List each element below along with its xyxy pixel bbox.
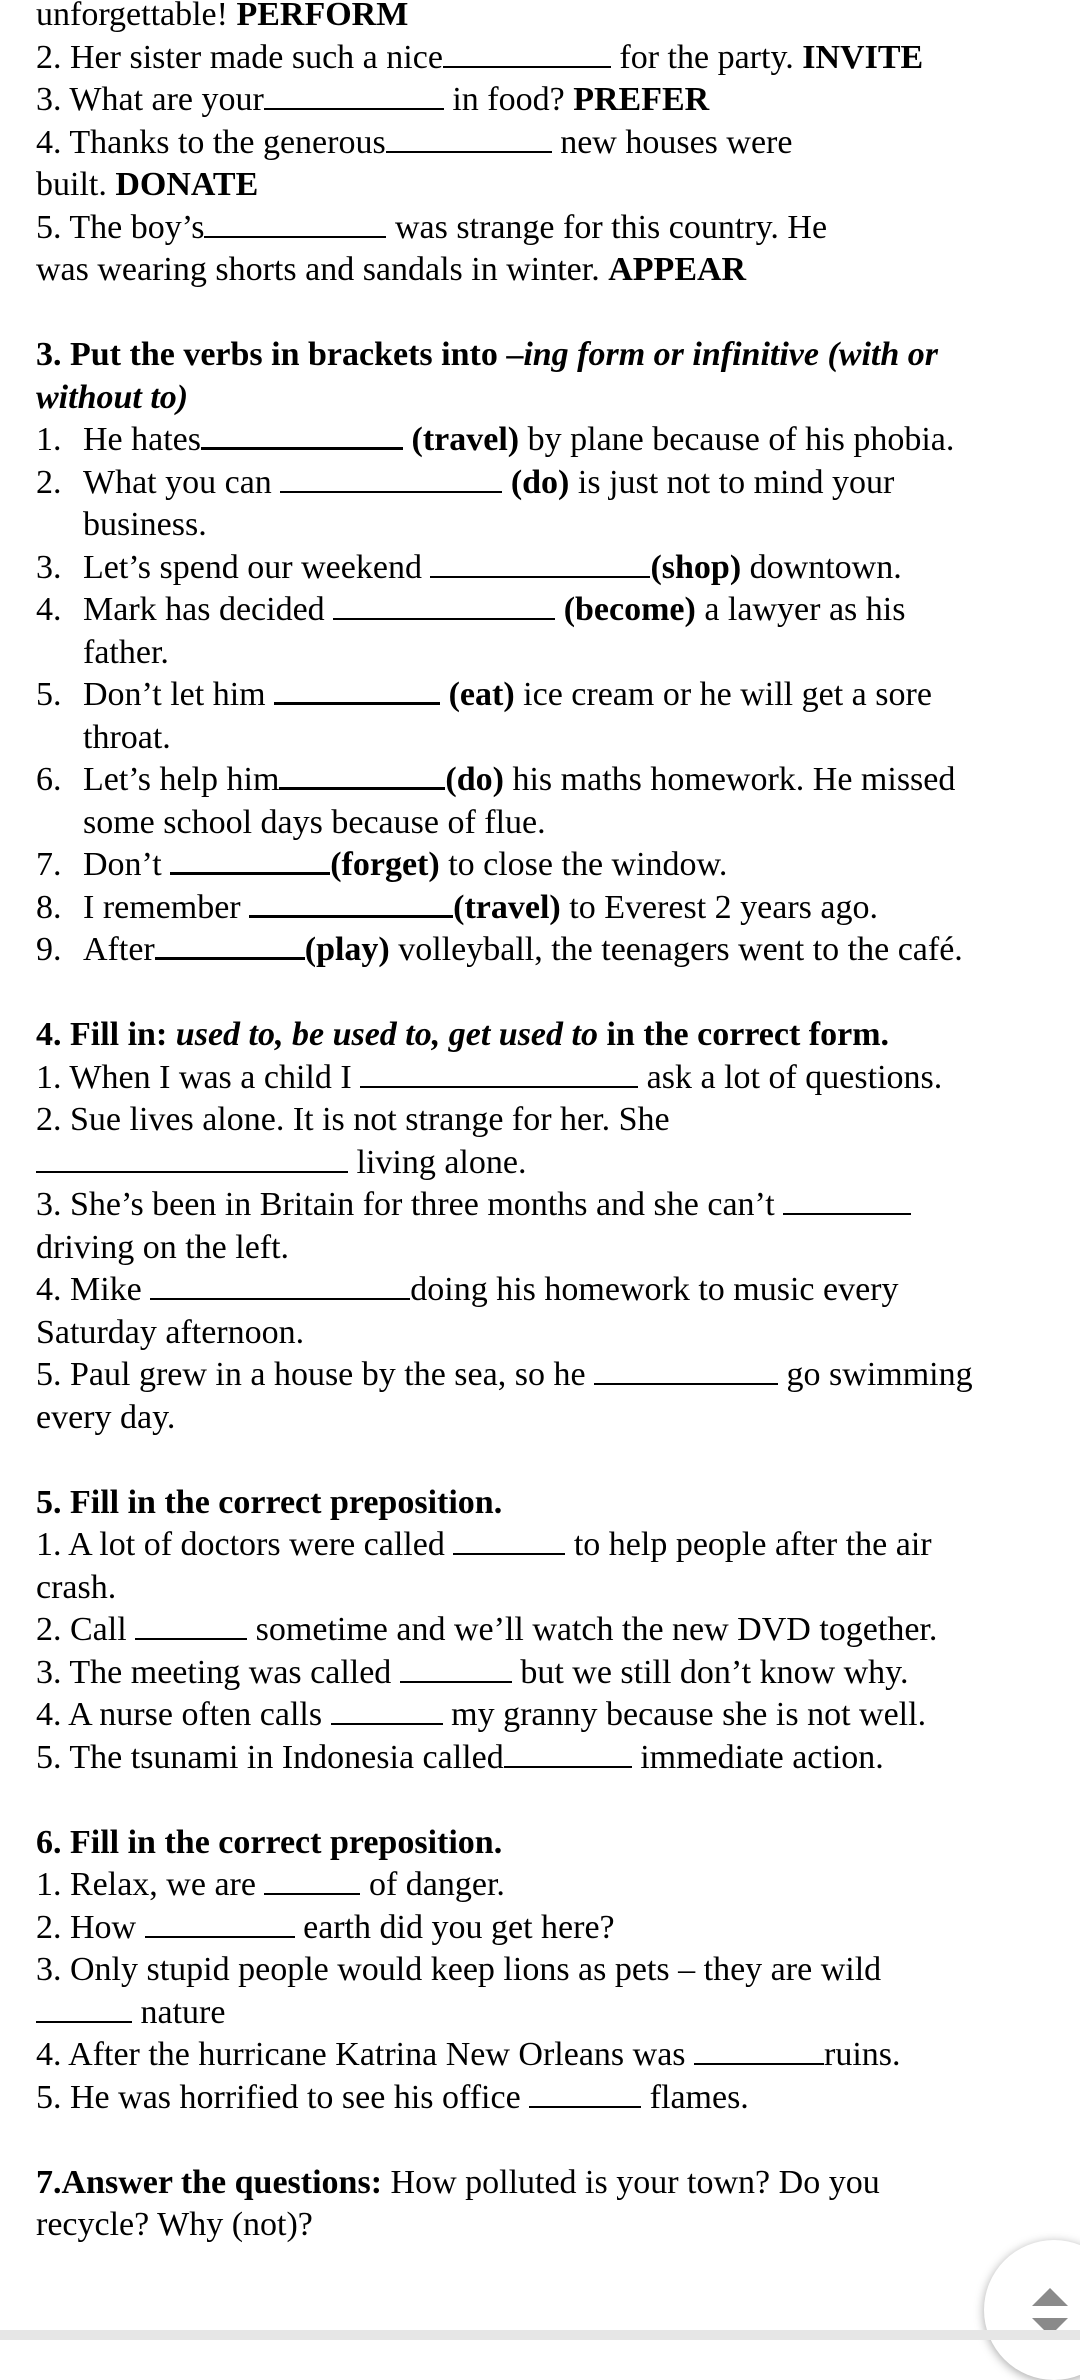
answer-blank: [264, 1865, 360, 1895]
answer-blank: [264, 80, 444, 110]
answer-blank: [145, 1908, 295, 1938]
s4-item-1: 1. When I was a child I ask a lot of questions.: [36, 1058, 943, 1096]
s3-item-2: 2. What you can (do) is just not to mind your: [36, 463, 895, 501]
s6-item-5: 5. He was horrified to see his office flames.: [36, 2078, 749, 2116]
s3-item-4: 4. Mark has decided (become) a lawyer as his: [36, 591, 906, 628]
answer-blank: [274, 674, 440, 705]
answer-blank: [204, 208, 386, 238]
s3-item-8: 8. I remember (travel) to Everest 2 years ago.: [36, 888, 878, 926]
answer-blank: [331, 1695, 443, 1725]
s3-item-6-cont: some school days because of flue.: [83, 803, 546, 841]
answer-blank: [400, 1653, 512, 1683]
s2-line-0: unforgettable! PERFORM: [36, 0, 409, 33]
answer-blank: [430, 548, 650, 578]
answer-blank: [453, 1525, 565, 1555]
s5-item-3: 3. The meeting was called but we still don’t know why.: [36, 1653, 909, 1691]
s4-item-5: 5. Paul grew in a house by the sea, so he go swimming: [36, 1356, 973, 1393]
answer-blank: [280, 463, 502, 493]
answer-blank: [201, 419, 403, 450]
answer-blank: [155, 929, 305, 960]
s2-item-2: 2. Her sister made such a nice for the party. INVITE: [36, 38, 924, 76]
s4-item-4-cont: Saturday afternoon.: [36, 1313, 305, 1351]
answer-blank: [170, 844, 330, 875]
answer-blank: [150, 1270, 410, 1300]
s5-title: 5. Fill in the correct preposition.: [36, 1483, 503, 1521]
s3-item-5: 5. Don’t let him (eat) ice cream or he will get a sore: [36, 676, 932, 713]
s5-item-1: 1. A lot of doctors were called to help people after the air: [36, 1526, 932, 1563]
s2-item-4-cont: built. DONATE: [36, 166, 259, 203]
s3-item-4-cont: father.: [83, 633, 169, 671]
bottom-edge-bar: [0, 2330, 1080, 2340]
answer-blank: [36, 1143, 348, 1173]
answer-blank: [594, 1355, 778, 1385]
s3-item-6: 6. Let’s help him (do) his maths homework. He missed: [36, 761, 956, 798]
s3-item-2-cont: business.: [83, 506, 207, 543]
s6-item-2: 2. How earth did you get here?: [36, 1908, 615, 1946]
s3-item-5-cont: throat.: [83, 718, 171, 756]
s4-item-2: 2. Sue lives alone. It is not strange for her. She: [36, 1101, 670, 1138]
s7-question: 7.Answer the questions: How polluted is your town? Do you: [36, 2163, 880, 2201]
s2-item-3: 3. What are your in food? PREFER: [36, 81, 710, 118]
s4-item-2-cont: living alone.: [36, 1142, 1056, 1185]
s3-title: 3. Put the verbs in brackets into –ing form or infinitive (with or: [36, 336, 939, 373]
s2-item-4: 4. Thanks to the generous new houses were: [36, 123, 793, 161]
s3-title-cont: without to): [36, 378, 189, 416]
s5-item-4: 4. A nurse often calls my granny because she is not well.: [36, 1696, 927, 1733]
s6-item-3: 3. Only stupid people would keep lions as pets – they are wild: [36, 1951, 882, 1988]
s5-item-1-cont: crash.: [36, 1568, 117, 1606]
s3-item-3: 3. Let’s spend our weekend (shop) downtown.: [36, 548, 902, 586]
answer-blank: [529, 2078, 641, 2108]
answer-blank: [333, 590, 555, 620]
answer-blank: [386, 123, 552, 153]
s4-item-3: 3. She’s been in Britain for three months and she can’t: [36, 1184, 1056, 1227]
s5-item-5: 5. The tsunami in Indonesia called immediate action.: [36, 1738, 884, 1776]
s7-question-cont: recycle? Why (not)?: [36, 2206, 313, 2243]
answer-blank: [36, 1993, 132, 2023]
s4-item-5-cont: every day.: [36, 1398, 176, 1436]
s2-item-5-cont: was wearing shorts and sandals in winter. APPEAR: [36, 251, 747, 288]
answer-blank: [783, 1185, 911, 1215]
worksheet-page: [36, 0, 1056, 2247]
s6-item-1: 1. Relax, we are of danger.: [36, 1866, 505, 1903]
s6-title: 6. Fill in the correct preposition.: [36, 1823, 503, 1861]
answer-blank: [360, 1058, 638, 1088]
answer-blank: [504, 1738, 632, 1768]
scroll-button[interactable]: [984, 2240, 1080, 2380]
answer-blank: [694, 2035, 824, 2065]
s3-item-7: 7. Don’t (forget) to close the window.: [36, 846, 728, 883]
s6-item-3-cont: nature: [36, 1992, 1056, 2035]
answer-blank: [279, 759, 445, 790]
s3-item-9: 9. After (play) volleyball, the teenagers went to the café.: [36, 931, 963, 968]
s6-item-4: 4. After the hurricane Katrina New Orleans was ruins.: [36, 2036, 901, 2073]
s5-item-2: 2. Call sometime and we’ll watch the new DVD together.: [36, 1611, 938, 1648]
answer-blank: [443, 38, 611, 68]
s4-item-3-cont: driving on the left.: [36, 1228, 290, 1266]
s4-item-4: 4. Mike doing his homework to music every: [36, 1271, 899, 1308]
answer-blank: [135, 1610, 247, 1640]
s4-title: 4. Fill in: used to, be used to, get used to in the correct form.: [36, 1016, 890, 1053]
answer-blank: [249, 887, 453, 918]
s2-item-5: 5. The boy’s was strange for this country. He: [36, 208, 828, 246]
s3-item-1: 1. He hates (travel) by plane because of his phobia.: [36, 421, 955, 458]
